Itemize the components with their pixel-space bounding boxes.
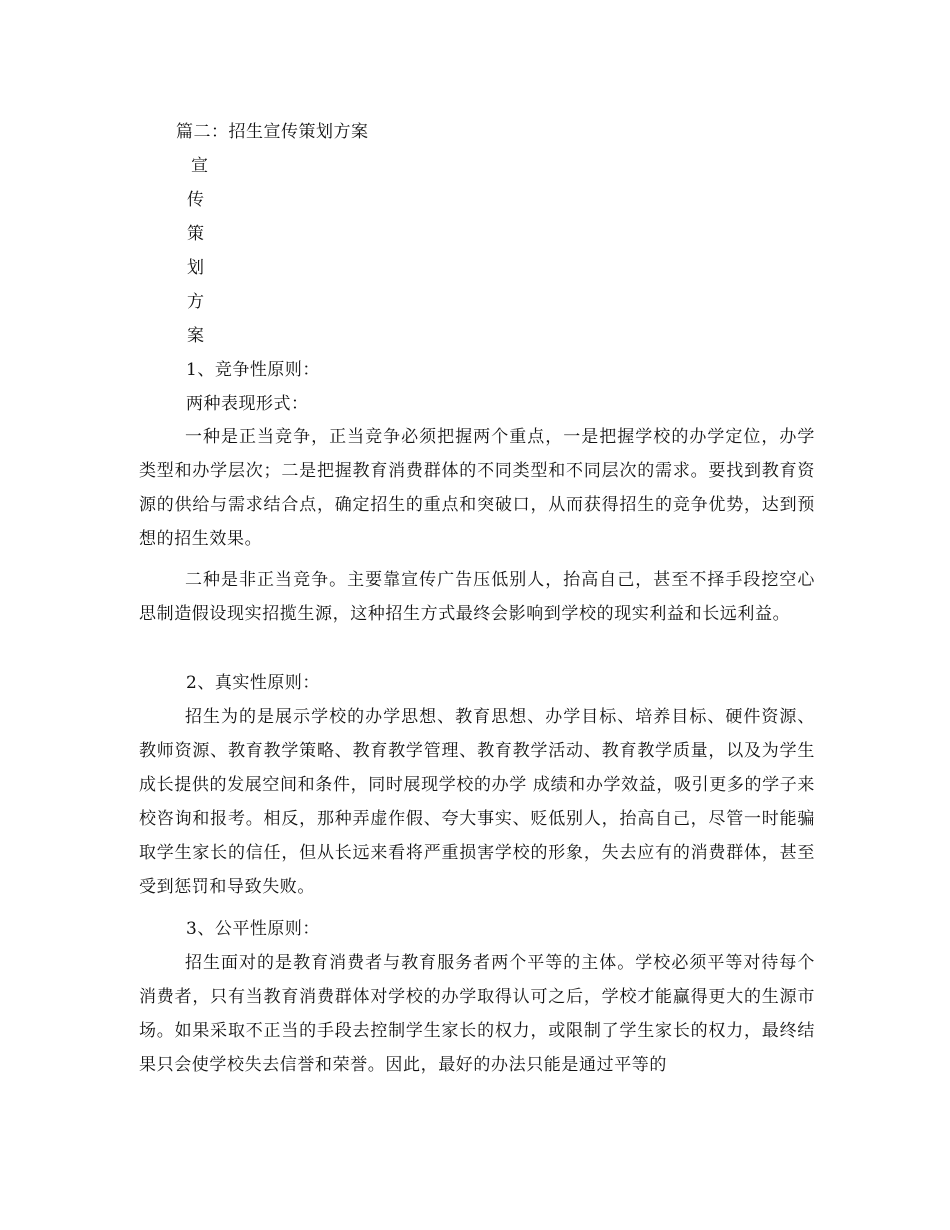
section1-subheading: 两种表现形式： <box>186 394 309 414</box>
document-title: 篇二：招生宣传策划方案 <box>176 122 369 142</box>
section1-heading: 1、竞争性原则： <box>186 360 320 380</box>
section2-heading: 2、真实性原则： <box>186 673 320 693</box>
vertical-title-char: 宣 <box>191 156 208 176</box>
section1-paragraph-1: 一种是正当竞争，正当竞争必须把握两个重点，一是把握学校的办学定位，办学类型和办学层次；二是把握教育消费群体的不同类型和不同层次的需求。要找到教育资源的供给与需求结合点，确定招生的重点和突破口，从而获得招生的竞争优势，达到预想的招生效果。 <box>139 427 815 549</box>
section3-heading: 3、公平性原则： <box>186 919 320 939</box>
vertical-title-char: 策 <box>187 224 204 244</box>
vertical-title-char: 方 <box>187 292 204 312</box>
section2-paragraph: 招生为的是展示学校的办学思想、教育思想、办学目标、培养目标、硬件资源、教师资源、教育教学策略、教育教学管理、教育教学活动、教育教学质量，以及为学生成长提供的发展空间和条件，同时展现学校的办学 成绩和办学效益，吸引更多的学子来校咨询和报考。相反，那种弄虚作假、夸大事实、贬低别人，抬高自己，尽管一时能骗取学生家长的信任，但从长远来看将严重损害学校的形象，失去应有的消费群体，甚至受到惩罚和导致失败。 <box>139 707 815 897</box>
vertical-title-char: 传 <box>187 190 204 210</box>
section1-paragraph-2: 二种是非正当竞争。主要靠宣传广告压低别人，抬高自己，甚至不择手段挖空心思制造假设现实招揽生源，这种招生方式最终会影响到学校的现实利益和长远利益。 <box>139 570 815 624</box>
vertical-title-char: 划 <box>187 258 204 278</box>
section3-paragraph: 招生面对的是教育消费者与教育服务者两个平等的主体。学校必须平等对待每个消费者，只有当教育消费群体对学校的办学取得认可之后，学校才能赢得更大的生源市场。如果采取不正当的手段去控制学生家长的权力，或限制了学生家长的权力，最终结果只会使学校失去信誉和荣誉。因此，最好的办法只能是通过平等的 <box>139 953 815 1075</box>
vertical-title-char: 案 <box>187 326 204 346</box>
